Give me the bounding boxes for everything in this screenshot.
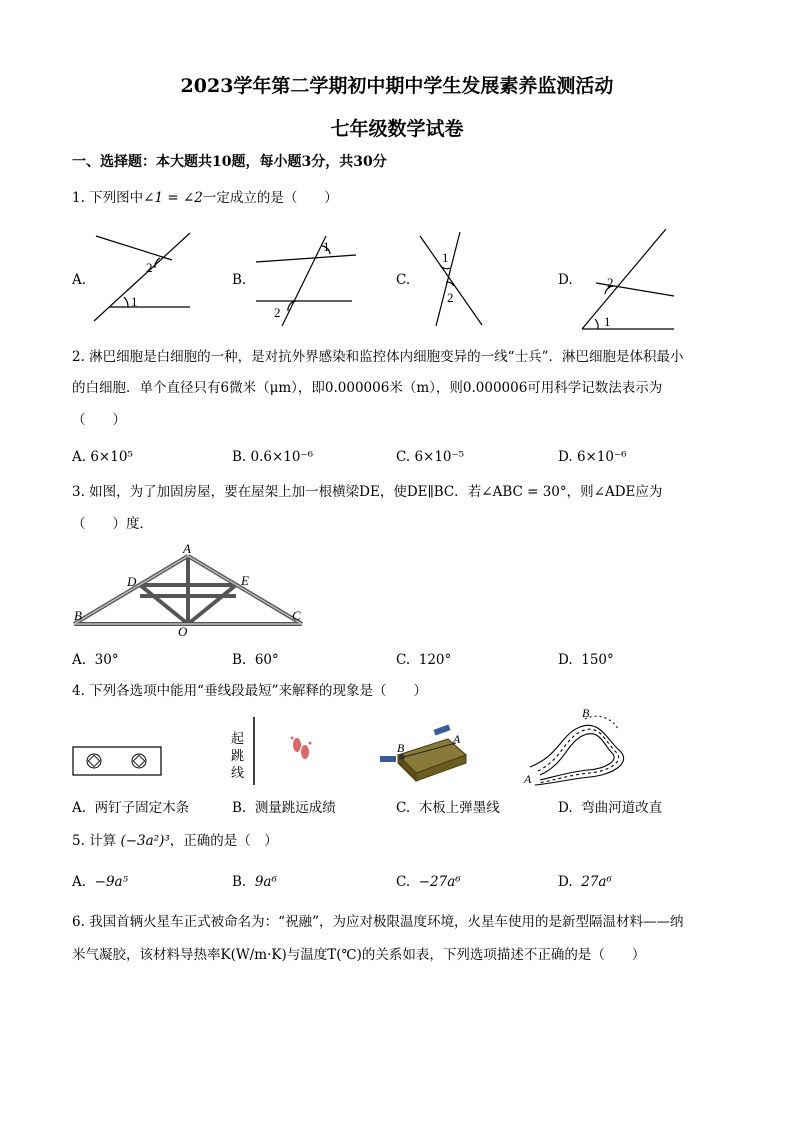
- question-3-line2: （ ）度．: [72, 516, 153, 532]
- q1-option-b-label: B.: [232, 272, 247, 288]
- question-4-stem: 4. 下列各选项中能用“垂线段最短”来解释的现象是（ ）: [72, 683, 427, 699]
- section-heading: 一、选择题：本大题共10题，每小题3分，共30分: [72, 154, 387, 170]
- q1-figure-d: [582, 229, 674, 329]
- q4-d-point-a: A: [524, 772, 532, 786]
- q1-figure-a: [94, 233, 190, 321]
- q1-b-angle-1: 1: [323, 239, 330, 254]
- q4-figures: [0, 705, 794, 790]
- q4-jump-label-2: 跳: [231, 748, 245, 763]
- question-2-line1: 2. 淋巴细胞是白细胞的一种，是对抗外界感染和监控体内细胞变异的一线“士兵”．淋巴细胞是体积最小: [72, 349, 684, 365]
- q5-option-a: A. −9a⁵: [72, 874, 129, 890]
- exam-subtitle: 七年级数学试卷: [330, 118, 464, 140]
- q4-figure-d-winding-river: [530, 716, 624, 785]
- question-3-line1: 3. 如图，为了加固房屋，要在屋架上加一根横梁DE，使DE∥BC．若∠ABC = 30°，则∠ADE应为: [72, 484, 663, 500]
- q3-point-a: A: [183, 541, 191, 556]
- q1-math: ∠1 = ∠2: [143, 190, 203, 206]
- question-2-line3: （ ）: [72, 412, 126, 428]
- q3-option-b: B. 60°: [232, 652, 279, 668]
- exam-title: 2023学年第二学期初中期中学生发展素养监测活动: [180, 75, 614, 97]
- q4-option-d: D. 弯曲河道改直: [558, 800, 663, 816]
- q2-option-b: B. 0.6×10⁻⁶: [232, 449, 314, 465]
- q3-point-b: B: [74, 608, 82, 623]
- q5-option-b: B. 9a⁶: [232, 874, 277, 890]
- q1-b-angle-2: 2: [274, 305, 281, 320]
- q1-d-angle-2: 2: [607, 275, 614, 290]
- q3-option-c: C. 120°: [396, 652, 452, 668]
- q3-option-a: A. 30°: [72, 652, 119, 668]
- q1-figure-c: [420, 232, 482, 326]
- q1-figures: [0, 220, 794, 335]
- q1-option-d-label: D.: [558, 272, 573, 288]
- q5-expression: (−3a²)³: [120, 833, 170, 849]
- q3-option-d: D. 150°: [558, 652, 614, 668]
- q2-option-a: A. 6×10⁵: [72, 449, 133, 465]
- q1-option-a-label: A.: [72, 272, 87, 288]
- q1-figure-b: [256, 236, 356, 326]
- q1-a-angle-1: 1: [131, 294, 138, 309]
- q1-option-c-label: C.: [396, 272, 411, 288]
- q4-figure-a-wood-strip: [73, 747, 161, 775]
- q4-option-c: C. 木板上弹墨线: [396, 800, 500, 816]
- q1-suffix: 一定成立的是（ ）: [202, 190, 338, 206]
- q1-c-angle-2: 2: [447, 290, 454, 305]
- q4-option-b: B. 测量跳远成绩: [232, 800, 336, 816]
- q3-point-e: E: [241, 573, 249, 588]
- q4-option-a: A. 两钉子固定木条: [72, 800, 190, 816]
- q3-point-o: O: [178, 624, 188, 639]
- question-1-stem: [72, 187, 338, 209]
- q5-option-c: C. −27a⁶: [396, 874, 461, 890]
- q3-roof-truss-figure: [0, 538, 794, 643]
- q4-jump-label-3: 线: [231, 765, 245, 780]
- q3-point-d: D: [127, 574, 137, 589]
- question-5-stem: [72, 830, 278, 852]
- q1-c-angle-1: 1: [442, 250, 449, 265]
- question-2-line2: 的白细胞．单个直径只有6微米（μm），即0.000006米（m），则0.000006可用科学记数法表示为: [72, 380, 663, 396]
- q2-option-d: D. 6×10⁻⁶: [558, 449, 627, 465]
- q4-c-point-b: B: [397, 741, 405, 755]
- q4-c-point-a: A: [453, 732, 461, 746]
- q4-d-point-b: B: [582, 706, 590, 720]
- q4-jump-label-1: 起: [231, 731, 245, 746]
- q3-point-c: C: [292, 608, 301, 623]
- q5-suffix: ，正确的是（ ）: [169, 833, 278, 849]
- q1-d-angle-1: 1: [604, 314, 611, 329]
- q1-a-angle-2: 2: [146, 260, 153, 275]
- q4-figure-b-long-jump: [254, 717, 312, 785]
- q2-option-c: C. 6×10⁻⁵: [396, 449, 465, 465]
- question-6-line1: 6. 我国首辆火星车正式被命名为：“祝融”，为应对极限温度环境，火星车使用的是新型隔温材料——纳: [72, 914, 684, 930]
- q1-prefix: 1. 下列图中: [72, 190, 144, 206]
- q5-option-d: D. 27a⁶: [558, 874, 612, 890]
- question-6-line2: 米气凝胶，该材料导热率K(W/m·K)与温度T(℃)的关系如表，下列选项描述不正确的是（ ）: [72, 947, 646, 963]
- q5-prefix: 5. 计算: [72, 833, 117, 849]
